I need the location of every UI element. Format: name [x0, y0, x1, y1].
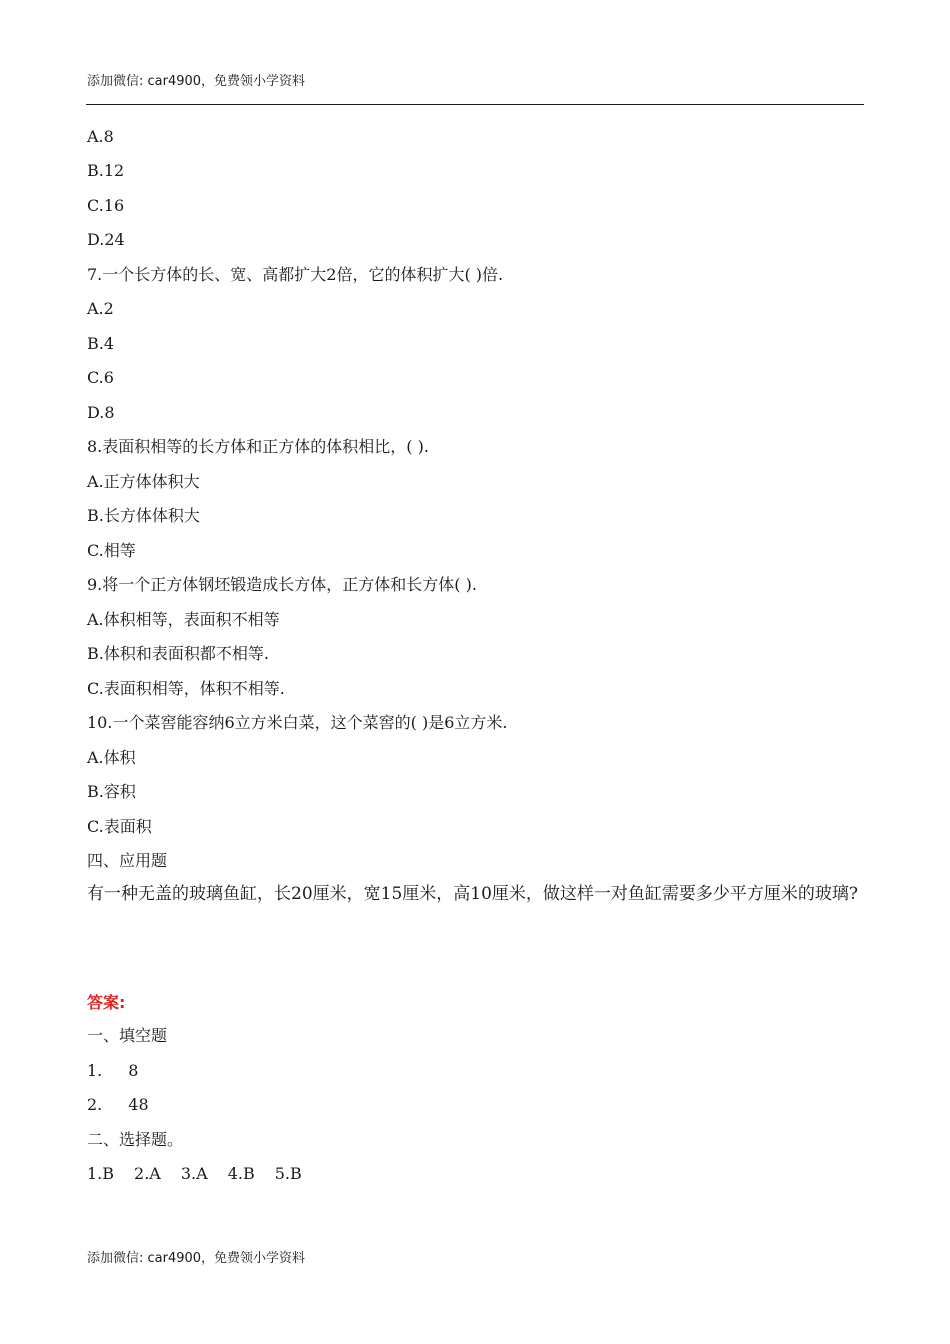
q6-option-d: D.24: [87, 230, 125, 249]
q8-option-c: C.相等: [87, 541, 136, 560]
q9-stem: 9.将一个正方体钢坯锻造成长方体，正方体和长方体( ).: [87, 575, 477, 594]
q10-option-a: A.体积: [87, 748, 136, 767]
q9-option-c: C.表面积相等，体积不相等.: [87, 679, 285, 698]
header-watermark-text: 添加微信: car4900，免费领小学资料: [87, 74, 306, 89]
answers-fill-row-1: [87, 1061, 138, 1081]
section4-problem: 有一种无盖的玻璃鱼缸，长20厘米，宽15厘米，高10厘米，做这样一对鱼缸需要多少平方厘米的玻璃?: [87, 884, 859, 904]
answers-choice-1: 1.B: [87, 1164, 115, 1183]
answers-section1-title: 一、填空题: [87, 1026, 168, 1045]
q6-option-b: B.12: [87, 161, 125, 180]
header-divider: [86, 104, 864, 105]
answers-section2-title: 二、选择题。: [87, 1130, 184, 1149]
footer-watermark-text: 添加微信: car4900，免费领小学资料: [87, 1251, 306, 1266]
section4-title: 四、应用题: [87, 851, 168, 870]
answers-fill-val-1: 8: [128, 1061, 139, 1080]
q9-option-b: B.体积和表面积都不相等.: [87, 644, 269, 663]
answers-fill-num-1: 1.: [87, 1061, 103, 1080]
q10-stem: 10.一个菜窖能容纳6立方米白菜，这个菜窖的( )是6立方米.: [87, 713, 508, 732]
q7-option-d: D.8: [87, 403, 115, 422]
q6-option-a: A.8: [87, 127, 114, 146]
q8-option-b: B.长方体体积大: [87, 506, 200, 525]
answers-title: 答案:: [87, 993, 126, 1012]
q8-option-a: A.正方体体积大: [87, 472, 200, 491]
q8-stem: 8.表面积相等的长方体和正方体的体积相比，( ).: [87, 437, 429, 456]
answers-choice-5: 5.B: [274, 1164, 302, 1183]
q6-option-c: C.16: [87, 196, 125, 215]
answers-fill-row-2: [87, 1095, 149, 1115]
q7-stem: 7.一个长方体的长、宽、高都扩大2倍，它的体积扩大( )倍.: [87, 265, 504, 284]
q10-option-c: C.表面积: [87, 817, 152, 836]
q9-option-a: A.体积相等，表面积不相等: [87, 610, 280, 629]
answers-choice-4: 4.B: [227, 1164, 255, 1183]
answers-fill-val-2: 48: [128, 1095, 149, 1114]
q10-option-b: B.容积: [87, 782, 136, 801]
q7-option-c: C.6: [87, 368, 114, 387]
answers-choice-2: 2.A: [134, 1164, 161, 1183]
answers-choice-3: 3.A: [180, 1164, 208, 1183]
answers-choice-row: [87, 1164, 302, 1184]
q7-option-b: B.4: [87, 334, 115, 353]
q7-option-a: A.2: [87, 299, 114, 318]
answers-fill-num-2: 2.: [87, 1095, 103, 1114]
